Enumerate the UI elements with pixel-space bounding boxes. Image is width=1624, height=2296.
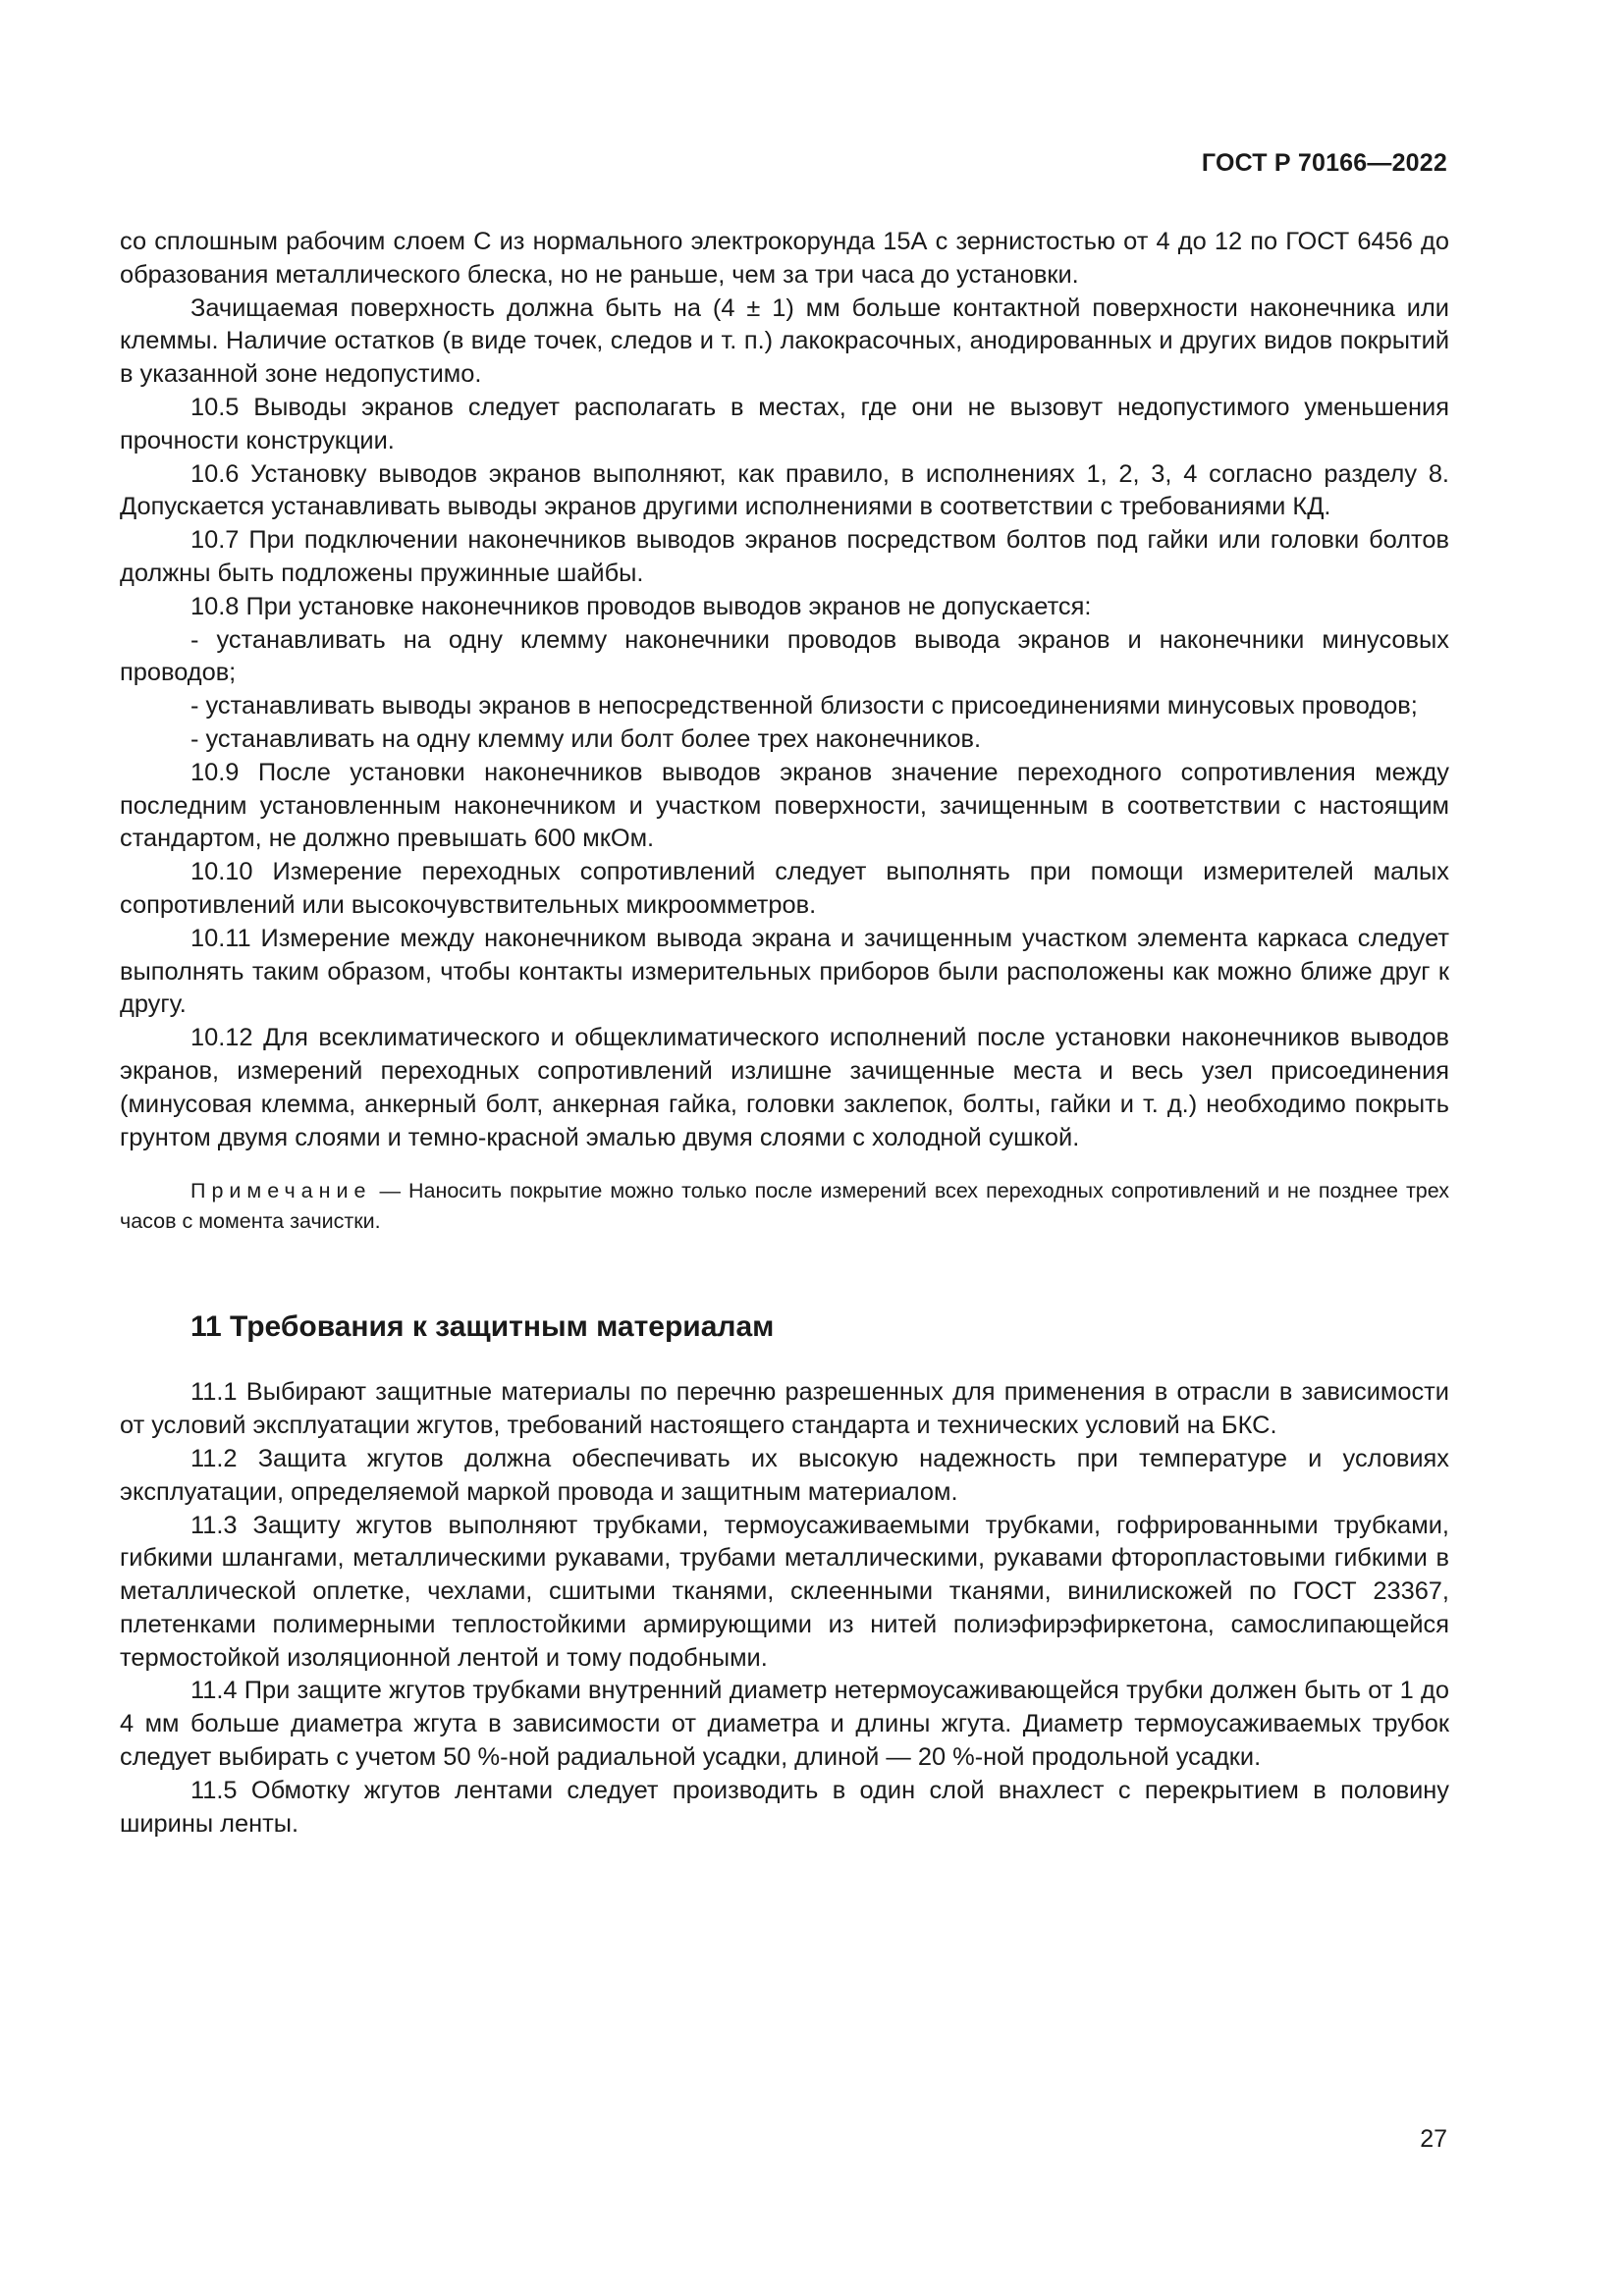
note-label: Примечание xyxy=(190,1179,372,1203)
paragraph: - устанавливать на одну клемму или болт более трех наконечников. xyxy=(190,724,981,753)
page-number: 27 xyxy=(1420,2125,1447,2153)
paragraph: 10.11 Измерение между наконечником вывода экрана и зачищенным участком элемента каркаса следует выполнять таким образом, чтобы контакты измерительных приборов были расположены как можно ближе друг к другу. xyxy=(120,924,1449,1019)
paragraph: 10.7 При подключении наконечников выводов экранов посредством болтов под гайки или головки болтов должны быть подложены пружинные шайбы. xyxy=(120,526,1449,587)
paragraph: - устанавливать выводы экранов в непосредственной близости с присоединениями минусовых проводов; xyxy=(190,692,1418,721)
page-body xyxy=(120,226,1449,1841)
paragraph: 10.9 После установки наконечников выводов экранов значение переходного сопротивления между последним установленным наконечником и участком поверхности, зачищенным в соответствии с настоящим стандартом, не должно превышать 600 мкОм. xyxy=(120,758,1449,853)
paragraph: Зачищаемая поверхность должна быть на (4 ± 1) мм больше контактной поверхности наконечника или клеммы. Наличие остатков (в виде точек, следов и т. п.) лакокрасочных, анодированных и других видов покрытий в указанной зоне недопустимо. xyxy=(120,294,1449,389)
paragraph: 10.8 При установке наконечников проводов выводов экранов не допускается: xyxy=(190,592,1092,620)
paragraph-group-section-11 xyxy=(120,1376,1449,1841)
paragraph: - устанавливать на одну клемму наконечники проводов вывода экранов и наконечники минусовых проводов; xyxy=(120,625,1449,687)
section-title: 11 Требования к защитным материалам xyxy=(190,1310,775,1344)
paragraph: 11.1 Выбирают защитные материалы по перечню разрешенных для применения в отрасли в зависимости от условий эксплуатации жгутов, требований настоящего стандарта и технических условий на БКС. xyxy=(120,1378,1449,1440)
document-code-header: ГОСТ Р 70166—2022 xyxy=(1201,149,1447,177)
paragraph: 11.5 Обмотку жгутов лентами следует производить в один слой внахлест с перекрытием в половину ширины ленты. xyxy=(120,1776,1449,1838)
paragraph: 10.6 Установку выводов экранов выполняют, как правило, в исполнениях 1, 2, 3, 4 согласно разделу 8. Допускается устанавливать выводы экранов другими исполнениями в соответствии с требованиями КД. xyxy=(120,459,1449,521)
note xyxy=(120,1176,1449,1237)
paragraph: 11.4 При защите жгутов трубками внутренний диаметр нетермоусаживающейся трубки должен быть от 1 до 4 мм больше диаметра жгута в зависимости от диаметра и длины жгута. Диаметр термоусаживаемых трубок следует выбирать с учетом 50 %-ной радиальной усадки, длиной — 20 %-ной продольной усадки. xyxy=(120,1677,1449,1772)
paragraph: 10.5 Выводы экранов следует располагать в местах, где они не вызовут недопустимого уменьшения прочности конструкции. xyxy=(120,393,1449,454)
paragraph: 11.2 Защита жгутов должна обеспечивать их высокую надежность при температуре и условиях эксплуатации, определяемой маркой провода и защитным материалом. xyxy=(120,1444,1449,1506)
paragraph: 10.10 Измерение переходных сопротивлений следует выполнять при помощи измерителей малых сопротивлений или высокочувствительных микроомметров. xyxy=(120,858,1449,919)
paragraph: 10.12 Для всеклиматического и общеклиматического исполнений после установки наконечников выводов экранов, измерений переходных сопротивлений излишне зачищенные места и весь узел присоединения (минусовая клемма, анкерный болт, анкерная гайка, головки заклепок, болты, гайки и т. д.) необходимо покрыть грунтом двумя слоями и темно-красной эмалью двумя слоями с холодной сушкой. xyxy=(120,1024,1449,1151)
paragraph: 11.3 Защиту жгутов выполняют трубками, термоусаживаемыми трубками, гофрированными трубками, гибкими шлангами, металлическими рукавами, трубами металлическими, рукавами фторопластовыми гибкими в металлической оплетке, чехлами, сшитыми тканями, склеенными тканями, винилискожей по ГОСТ 23367, плетенками полимерными теплостойкими армирующими из нитей полиэфирэфиркетона, самослипающейся термостойкой изоляционной лентой и тому подобными. xyxy=(120,1511,1449,1672)
paragraph-group-section-10 xyxy=(120,226,1449,1154)
note-text: — Наносить покрытие можно только после измерений всех переходных сопротивлений и не позднее трех часов с момента зачистки. xyxy=(120,1179,1449,1234)
paragraph: со сплошным рабочим слоем С из нормального электрокорунда 15А с зернистостью от 4 до 12 по ГОСТ 6456 до образования металлического блеска, но не раньше, чем за три часа до установки. xyxy=(120,228,1449,289)
